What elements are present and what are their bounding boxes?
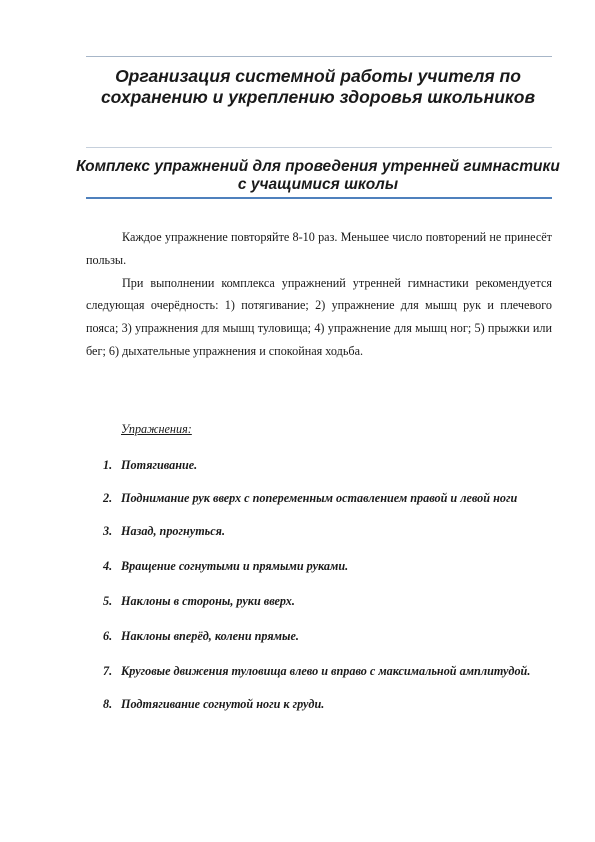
list-item xyxy=(86,593,552,610)
exercise-number: 7. xyxy=(103,664,113,678)
list-item xyxy=(86,663,552,680)
exercise-text: Потягивание. xyxy=(121,458,198,472)
exercise-text: Круговые движения туловища влево и вправо с максимальной амплитудой. xyxy=(121,664,531,678)
exercise-list xyxy=(86,452,552,713)
subtitle-bottom-rule xyxy=(86,197,552,199)
subtitle-top-rule xyxy=(86,147,552,148)
exercises-heading: Упражнения: xyxy=(121,422,192,436)
exercise-number: 8. xyxy=(103,697,113,711)
title-top-rule xyxy=(86,56,552,57)
exercise-number: 5. xyxy=(103,594,113,608)
exercise-text: Подтягивание согнутой ноги к груди. xyxy=(121,697,325,711)
document-title: Организация системной работы учителя по сохранению и укреплению здоровья школьников xyxy=(100,66,536,107)
document-subtitle: Комплекс упражнений для проведения утренней гимнастики с учащимися школы xyxy=(76,158,560,193)
paragraph-order: При выполнении комплекса упражнений утренней гимнастики рекомендуется следующая очерёдность: 1) потягивание; 2) упражнение для мышц рук и плечевого пояса; 3) упражнения для мышц туловища; 4) упражнение для мышц ног; 5) прыжки или бег; 6) дыхательные упражнения и спокойная ходьба. xyxy=(86,275,552,358)
body-text xyxy=(86,226,552,363)
exercise-text: Вращение согнутыми и прямыми руками. xyxy=(121,559,349,573)
exercise-text: Наклоны в стороны, руки вверх. xyxy=(121,594,295,608)
exercise-number: 4. xyxy=(103,559,113,573)
list-item xyxy=(86,490,552,507)
exercise-number: 3. xyxy=(103,524,113,538)
exercise-number: 1. xyxy=(103,458,113,472)
list-item xyxy=(86,523,552,540)
list-item xyxy=(86,628,552,645)
exercise-text: Наклоны вперёд, колени прямые. xyxy=(121,629,299,643)
list-item xyxy=(86,696,552,713)
list-item xyxy=(86,457,552,474)
exercise-text: Поднимание рук вверх с попеременным оставлением правой и левой ноги xyxy=(121,491,518,505)
exercise-number: 6. xyxy=(103,629,113,643)
exercise-text: Назад, прогнуться. xyxy=(121,524,225,538)
paragraph-repetitions: Каждое упражнение повторяйте 8-10 раз. Меньшее число повторений не принесёт пользы. xyxy=(86,230,552,267)
list-item xyxy=(86,558,552,575)
exercise-number: 2. xyxy=(103,491,113,505)
